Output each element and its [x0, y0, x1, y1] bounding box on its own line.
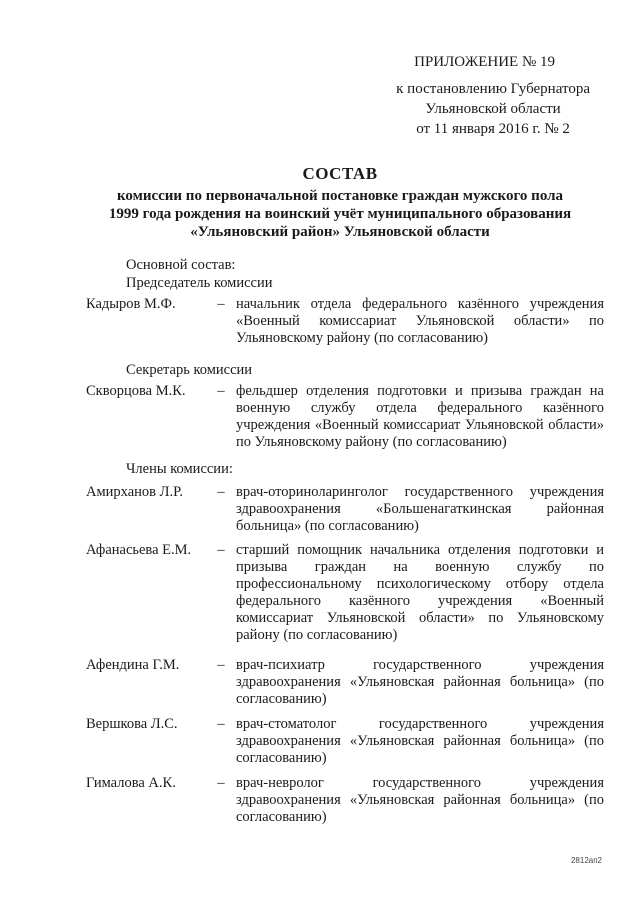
member-dash: – [217, 383, 225, 399]
section-secretary: Секретарь комиссии [126, 362, 253, 378]
member-dash: – [217, 542, 225, 558]
heading-line-1: комиссии по первоначальной постановке граждан мужского пола [116, 188, 564, 204]
member-name: Вершкова Л.С. [86, 716, 178, 732]
member-name: Афендина Г.М. [86, 657, 180, 673]
member-description: начальник отдела федерального казённого учреждения «Военный комиссариат Ульяновской области» по Ульяновскому району (по согласованию) [236, 296, 604, 346]
member-description: врач-стоматолог государственного учреждения здравоохранения «Ульяновская районная больница» (по согласованию) [236, 716, 604, 766]
appendix-line-3: от 11 января 2016 г. № 2 [416, 121, 570, 137]
member-name: Афанасьева Е.М. [86, 542, 192, 558]
heading-line-2: 1999 года рождения на воинский учёт муниципального образования [108, 206, 572, 222]
section-members: Члены комиссии: [126, 461, 233, 477]
member-name: Гималова А.К. [86, 775, 176, 791]
member-name: Амирханов Л.Р. [86, 484, 183, 500]
member-description: врач-психиатр государственного учреждения здравоохранения «Ульяновская районная больница» (по согласованию) [236, 657, 604, 707]
appendix-line-1: к постановлению Губернатора [396, 81, 590, 97]
section-chairman: Председатель комиссии [126, 275, 273, 291]
document-heading [60, 165, 620, 241]
member-dash: – [217, 657, 225, 673]
member-dash: – [217, 716, 225, 732]
section-main-composition: Основной состав: [126, 257, 236, 273]
appendix-line-2: Ульяновской области [425, 101, 561, 117]
member-dash: – [217, 484, 225, 500]
member-dash: – [217, 775, 225, 791]
member-name: Скворцова М.К. [86, 383, 186, 399]
member-description: старший помощник начальника отделения подготовки и призыва граждан на военную службу по профессиональному психологическому отбору отдела федерального казённого учреждения «Военный комиссариат Ульяновской области» по Ульяновскому району (по согласованию) [236, 542, 604, 643]
heading-line-3: «Ульяновский район» Ульяновской области [190, 224, 490, 240]
member-description: врач-оториноларинголог государственного учреждения здравоохранения «Большенагаткинская районная больница» (по согласованию) [236, 484, 604, 534]
member-name: Кадыров М.Ф. [86, 296, 176, 312]
member-dash: – [217, 296, 225, 312]
appendix-block [396, 52, 590, 139]
appendix-title: ПРИЛОЖЕНИЕ № 19 [414, 54, 556, 70]
heading-main: СОСТАВ [302, 164, 378, 183]
member-description: врач-невролог государственного учреждения здравоохранения «Ульяновская районная больница» (по согласованию) [236, 775, 604, 825]
member-description: фельдшер отделения подготовки и призыва граждан на военную службу отдела федерального казённого учреждения «Военный комиссариат Ульяновской области» по Ульяновскому району (по согласованию) [236, 383, 604, 450]
footer-document-code: 2812ап2 [570, 856, 602, 865]
